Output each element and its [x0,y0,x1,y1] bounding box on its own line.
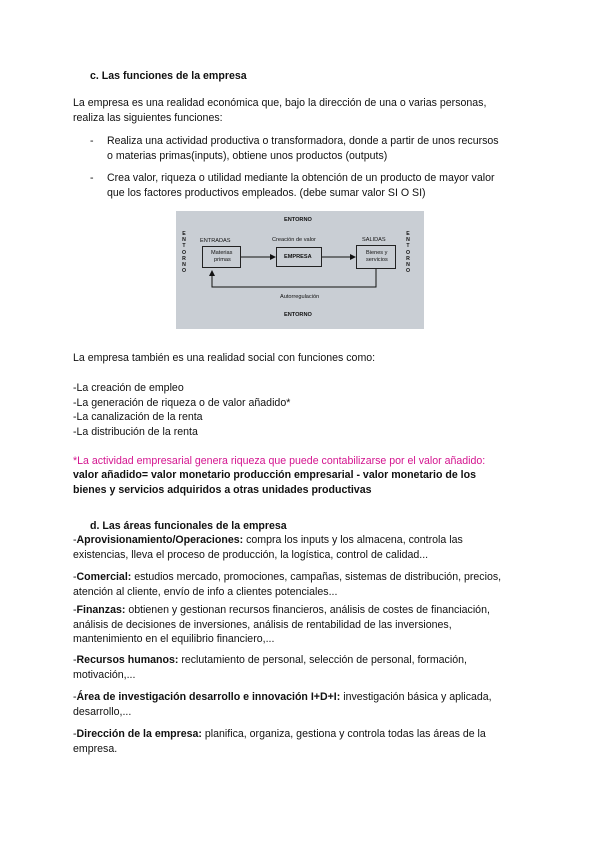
diagram-side-letter: E [182,231,186,237]
diagram-autorregulacion-label: Autorregulación [280,294,320,300]
functional-area-text: planifica, organiza, gestiona y controla todas las áreas de la [201,728,486,740]
diagram-side-letter: N [406,262,410,269]
diagram-side-letter: R [182,255,186,262]
diagram-side-letter: E [406,231,410,237]
social-list-item: -La distribución de la renta [73,425,198,438]
section-c-heading: c. Las funciones de la empresa [90,70,247,82]
functional-area-line [73,690,543,705]
functional-area [73,653,543,682]
diagram-salidas-label: SALIDAS [362,237,386,243]
functional-area [73,690,543,719]
diagram-bienes-line: Bienes y [366,250,388,256]
bullet-item-productive [107,134,499,163]
bullet-line: o materias primas(inputs), obtiene unos productos (outputs) [107,149,388,162]
functional-area-text: investigación básica y aplicada, [340,691,492,703]
functional-area-line [73,533,543,548]
functional-area [73,570,543,599]
section-d-heading: d. Las áreas funcionales de la empresa [90,520,287,532]
functional-area-line [73,603,543,618]
diagram-side-letter: O [181,268,187,275]
diagram-side-letter: N [406,237,410,244]
intro-line: La empresa es una realidad económica que, bajo la dirección de una o varias personas, [73,97,487,109]
functional-area-text: obtienen y gestionan recursos financieros, análisis de costes de financiación, [125,604,490,616]
functional-area-title: Dirección de la empresa: [76,728,202,740]
social-intro: La empresa también es una realidad social con funciones como: [73,352,376,364]
bullet-item-value [107,171,495,200]
functional-area-line: empresa. [73,742,118,755]
intro-paragraph [73,96,486,125]
bullet-mark: - [90,135,94,147]
diagram-materias-line: primas [214,257,231,263]
social-list [73,381,290,439]
diagram-entorno-bottom: ENTORNO [284,312,312,318]
diagram-materias-line: Materias [211,250,233,256]
area-dash: - [73,728,77,740]
area-dash: - [73,654,77,666]
functional-area-line: desarrollo,... [73,705,132,718]
functional-area [73,603,543,647]
value-added-note: *La actividad empresarial genera riqueza que puede contabilizarse por el valor añadido: [73,455,486,467]
diagram-creacion-label: Creación de valor [272,237,316,243]
value-added-formula [73,468,476,497]
diagram-side-letter: R [406,255,410,262]
social-list-item: -La canalización de la renta [73,411,203,423]
functional-area-title: Aprovisionamiento/Operaciones: [76,534,244,546]
diagram-side-letter: O [181,249,187,256]
formula-line: valor añadido= valor monetario producción empresarial - valor monetario de los [73,469,476,481]
functional-area-line: análisis de decisiones de inversiones, análisis de rentabilidad de las inversiones, [73,618,452,631]
diagram-entorno-top: ENTORNO [284,217,312,223]
diagram-bienes-line: servicios [366,257,388,263]
functional-area-title: Recursos humanos: [76,654,179,666]
functional-area-line [73,727,543,742]
functional-area-line: mantenimiento en el equilibrio financiero,... [73,633,275,645]
arrow-autorregulacion-loop [212,269,376,287]
functional-area-text: compra los inputs y los almacena, controla las [243,534,463,546]
functional-area [73,533,543,562]
functional-area-title: Finanzas: [76,604,126,616]
functional-area-line: atención al cliente, envío de info a clientes potenciales... [73,585,338,598]
diagram-side-letter: N [182,237,186,244]
diagram-entradas-label: ENTRADAS [200,238,231,244]
bullet-line: Realiza una actividad productiva o transformadora, donde a partir de unos recursos [107,135,499,147]
diagram-side-letter: O [405,249,411,256]
formula-line: bienes y servicios adquiridos a otras unidades productivas [73,483,372,496]
area-dash: - [73,534,77,546]
diagram-side-letter: O [405,268,411,275]
area-dash: - [73,604,77,616]
diagram-side-letter: T [182,243,186,250]
functional-area-line: motivación,... [73,668,136,681]
functional-area-text: estudios mercado, promociones, campañas, sistemas de distribución, precios, [131,571,502,583]
business-environment-diagram [176,211,424,329]
diagram-side-letter: T [406,243,410,250]
diagram-side-letter: N [182,262,186,269]
bullet-line: que los factores productivos empleados. (debe sumar valor SI O SI) [107,186,426,199]
functional-area-title: Área de investigación desarrollo e innovación I+D+I: [76,691,341,703]
intro-line: realiza las siguientes funciones: [73,111,223,124]
functional-area [73,727,543,756]
bullet-mark: - [90,172,94,184]
functional-area-line: existencias, lleva el proceso de producción, la logística, control de calidad... [73,548,429,561]
social-list-item: -La creación de empleo [73,382,184,394]
area-dash: - [73,571,77,583]
functional-area-line [73,570,543,585]
diagram-empresa-label: EMPRESA [284,254,312,260]
area-dash: - [73,691,77,703]
bullet-line: Crea valor, riqueza o utilidad mediante la obtención de un producto de mayor valor [107,172,495,184]
functional-area-title: Comercial: [76,571,132,583]
functional-area-text: reclutamiento de personal, selección de personal, formación, [178,654,467,666]
functional-area-line [73,653,543,668]
social-list-item: -La generación de riqueza o de valor añadido* [73,396,291,409]
